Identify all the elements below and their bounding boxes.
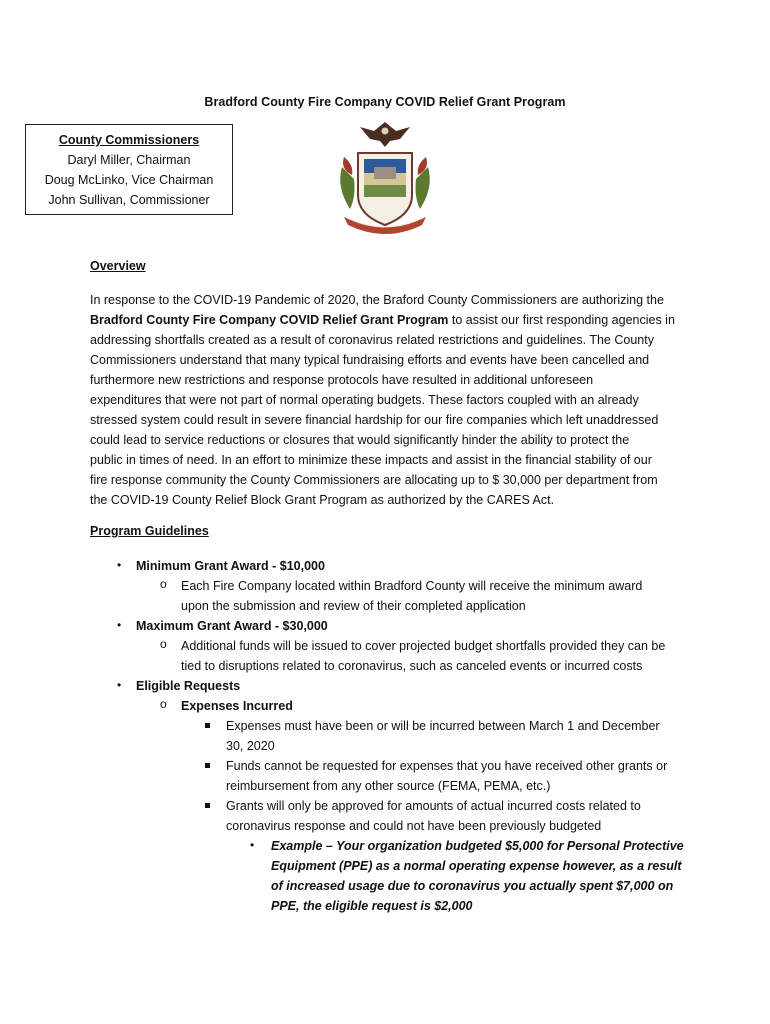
- overview-line: [90, 310, 675, 330]
- hollow-bullet-icon: o: [160, 697, 167, 711]
- square-bullet-icon: [205, 763, 210, 768]
- square-bullet-icon: [205, 803, 210, 808]
- expense-item-1-line-1: Expenses must have been or will be incurred between March 1 and December: [226, 719, 660, 733]
- overview-text: expenditures that were not part of normal operating budgets. These factors coupled with an already: [90, 393, 639, 407]
- min-award-detail-1: Each Fire Company located within Bradford County will receive the minimum award: [181, 579, 643, 593]
- overview-text: public in times of need. In an effort to minimize these impacts and assist in the financial stability of our: [90, 453, 652, 467]
- commissioners-heading: County Commissioners: [58, 133, 200, 147]
- max-award-detail-1: Additional funds will be issued to cover projected budget shortfalls provided they can be: [181, 639, 666, 653]
- document-title: Bradford County Fire Company COVID Relief Grant Program: [204, 95, 566, 109]
- commissioner-vice-chairman: Doug McLinko, Vice Chairman: [44, 173, 214, 187]
- overview-text: Commissioners understand that many typical fundraising efforts and events have been cancelled and: [90, 353, 650, 367]
- overview-text: to assist our first responding agencies in: [448, 313, 675, 327]
- program-name-bold: Bradford County Fire Company COVID Relief Grant Program: [90, 313, 449, 327]
- overview-text: furthermore new restrictions and response protocols have resulted in additional unforeseen: [90, 373, 594, 387]
- max-award-detail-2: tied to disruptions related to coronavirus, such as canceled events or incurred costs: [181, 659, 643, 673]
- overview-text: the COVID-19 County Relief Block Grant Program as authorized by the CARES Act.: [90, 493, 555, 507]
- overview-line: [90, 330, 654, 350]
- bullet-icon: •: [250, 838, 255, 852]
- overview-line: [90, 390, 639, 410]
- overview-line: [90, 430, 629, 450]
- overview-line: [90, 370, 593, 390]
- example-line-2: Equipment (PPE) as a normal operating expense however, as a result: [271, 859, 682, 873]
- hollow-bullet-icon: o: [160, 577, 167, 591]
- bullet-icon: •: [117, 558, 122, 572]
- eligible-requests-label: Eligible Requests: [136, 679, 241, 693]
- expense-item-1-line-2: 30, 2020: [226, 739, 275, 753]
- overview-text: stressed system could result in severe financial hardship for our fire companies which left unaddressed: [90, 413, 659, 427]
- overview-line: [90, 450, 652, 470]
- overview-text: In response to the COVID-19 Pandemic of 2020, the Braford County Commissioners are authorizing the: [90, 293, 664, 307]
- overview-line: [90, 350, 649, 370]
- overview-heading: Overview: [90, 259, 146, 273]
- min-award-detail-2: upon the submission and review of their completed application: [181, 599, 526, 613]
- commissioner-member: John Sullivan, Commissioner: [48, 193, 210, 207]
- hollow-bullet-icon: o: [160, 637, 167, 651]
- expenses-incurred-label: Expenses Incurred: [181, 699, 293, 713]
- commissioners-box: [25, 124, 233, 215]
- max-award-label: Maximum Grant Award - $30,000: [136, 619, 328, 633]
- overview-text: fire response community the County Commissioners are allocating up to $ 30,000 per department from: [90, 473, 658, 487]
- overview-text: could lead to service reductions or closures that would significantly hinder the ability to protect the: [90, 433, 630, 447]
- overview-line: [90, 410, 658, 430]
- county-seal-icon: [330, 117, 440, 239]
- bullet-icon: •: [117, 618, 122, 632]
- square-bullet-icon: [205, 723, 210, 728]
- overview-text: addressing shortfalls created as a result of coronavirus related restrictions and guidelines. The County: [90, 333, 654, 347]
- expense-item-3-line-2: coronavirus response and could not have been previously budgeted: [226, 819, 602, 833]
- program-guidelines-heading: Program Guidelines: [90, 524, 209, 538]
- overview-line: [90, 490, 554, 510]
- example-line-1: Example – Your organization budgeted $5,000 for Personal Protective: [271, 839, 684, 853]
- overview-line: [90, 470, 658, 490]
- commissioner-chairman: Daryl Miller, Chairman: [67, 153, 191, 167]
- overview-line: [90, 290, 664, 310]
- min-award-label: Minimum Grant Award - $10,000: [136, 559, 325, 573]
- expense-item-2-line-2: reimbursement from any other source (FEMA, PEMA, etc.): [226, 779, 551, 793]
- example-line-4: PPE, the eligible request is $2,000: [271, 899, 473, 913]
- expense-item-3-line-1: Grants will only be approved for amounts of actual incurred costs related to: [226, 799, 641, 813]
- expense-item-2-line-1: Funds cannot be requested for expenses that you have received other grants or: [226, 759, 668, 773]
- bullet-icon: •: [117, 678, 122, 692]
- example-line-3: of increased usage due to coronavirus you actually spent $7,000 on: [271, 879, 674, 893]
